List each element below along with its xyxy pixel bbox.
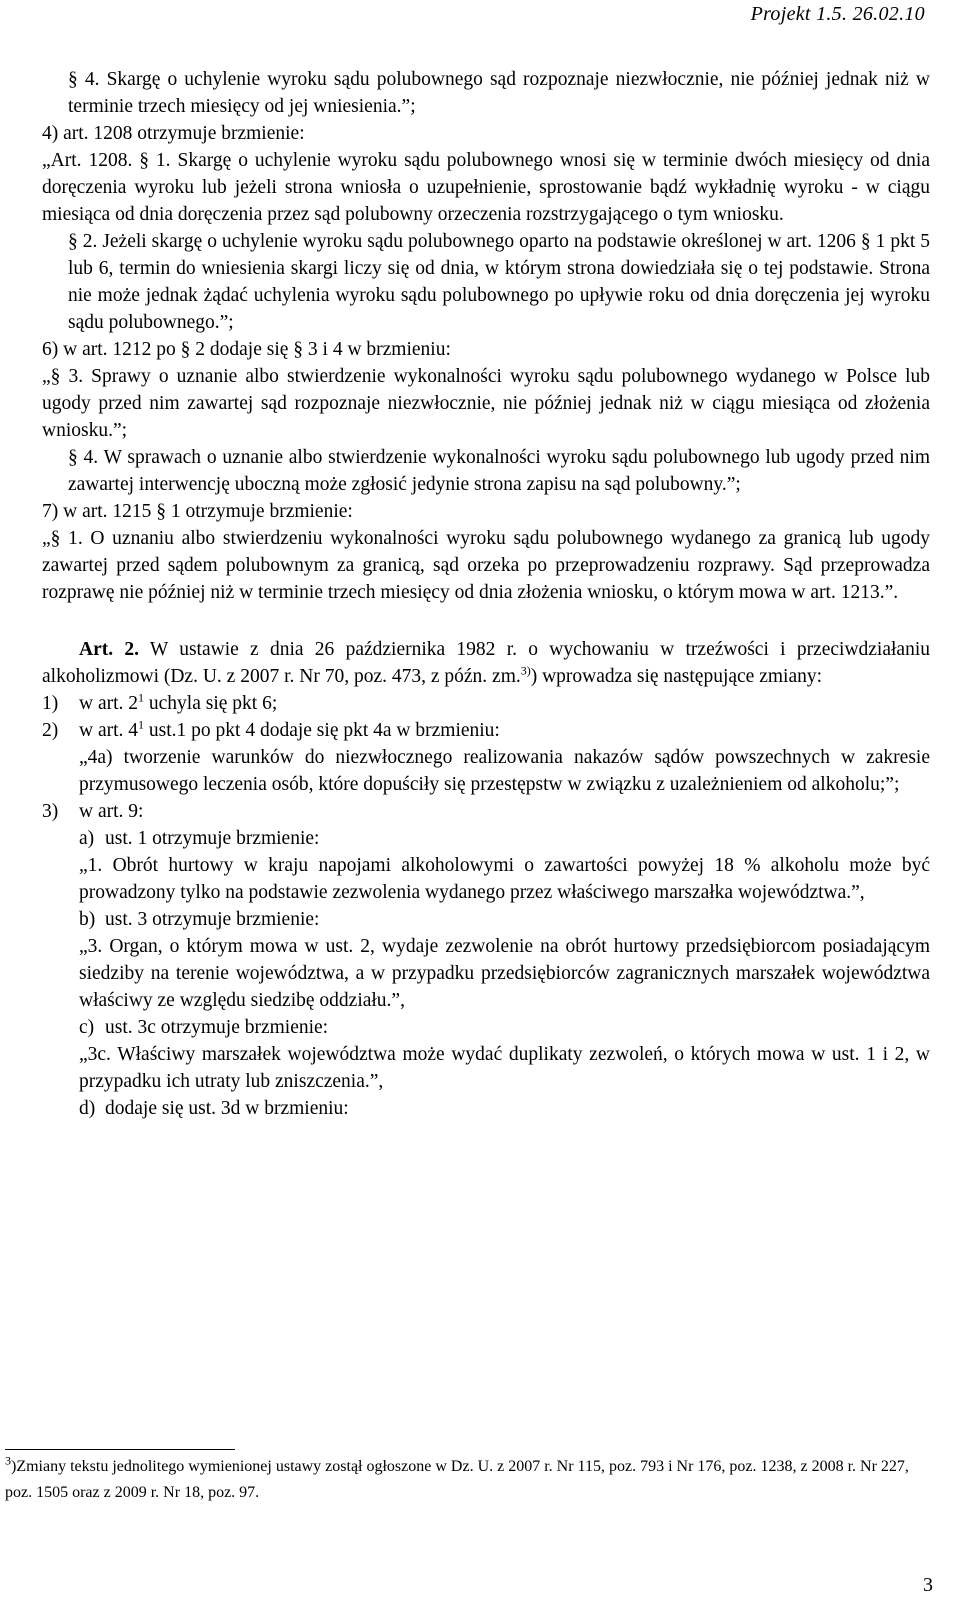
- paragraph: 7) w art. 1215 § 1 otrzymuje brzmienie:: [42, 501, 353, 522]
- paragraph: 4) art. 1208 otrzymuje brzmienie:: [42, 123, 305, 144]
- sub-list-item: b) ust. 3 otrzymuje brzmienie:: [79, 909, 320, 930]
- document-body: [42, 66, 930, 1122]
- sub-list-item: a) ust. 1 otrzymuje brzmienie:: [79, 828, 320, 849]
- article-label: Art. 2.: [79, 639, 139, 660]
- paragraph: „§ 3. Sprawy o uznanie albo stwierdzenie wykonalności wyroku sądu polubownego wydanego w Polsce lub ugody przed nim zawartej sąd rozpoznaje niezwłocznie, nie później jednak niż w ciągu miesiąca od złożenia wniosku.”;: [42, 366, 930, 441]
- paragraph: § 2. Jeżeli skargę o uchylenie wyroku sądu polubownego oparto na podstawie określonej w art. 1206 § 1 pkt 5 lub 6, termin do wniesienia skargi liczy się od dnia, w którym strona dowiedziała się o tej podstawie. Strona nie może jednak żądać uchylenia wyroku sądu polubownego po upływie roku od dnia doręczenia jej wyroku sądu polubownego.”;: [68, 231, 930, 333]
- paragraph: § 4. Skargę o uchylenie wyroku sądu polubownego sąd rozpoznaje niezwłocznie, nie później jednak niż w terminie trzech miesięcy od jej wniesienia.”;: [68, 69, 930, 117]
- sub-list-item: d) dodaje się ust. 3d w brzmieniu:: [79, 1098, 349, 1119]
- paragraph: „§ 1. O uznaniu albo stwierdzeniu wykonalności wyroku sądu polubownego wydanego za granicą lub ugody zawartej przed sądem polubownym za granicą, sąd orzeka po przeprowadzeniu rozprawy. Sąd przeprowadza rozprawę nie później niż w terminie trzech miesięcy od dnia złożenia wniosku, o którym mowa w art. 1213.”.: [42, 528, 930, 603]
- quoted-text: „3. Organ, o którym mowa w ust. 2, wydaje zezwolenie na obrót hurtowy przedsiębiorcom posiadającym siedziby na terenie województwa, a w przypadku przedsiębiorców zagranicznych marszałek województwa właściwy ze względu siedzibę oddziału.”,: [79, 936, 930, 1011]
- paragraph: § 4. W sprawach o uznanie albo stwierdzenie wykonalności wyroku sądu polubownego lub ugody przed nim zawartej interwencję uboczną może zgłosić jedynie strona zapisu na sąd polubowny.”;: [68, 447, 930, 495]
- document-header: Projekt 1.5. 26.02.10: [750, 3, 925, 25]
- article-2-intro: Art. 2. W ustawie z dnia 26 października 1982 r. o wychowaniu w trzeźwości i przeciwdziałaniu alkoholizmowi (Dz. U. z 2007 r. Nr 70, poz. 473, z późn. zm.$^{3)}$) wprowadza się następujące zmiany:: [42, 639, 930, 687]
- footnote-ref: 3): [520, 663, 531, 678]
- list-item: 1) w art. $2^1$ uchyla się pkt 6;: [42, 690, 278, 714]
- sub-list-item: c) ust. 3c otrzymuje brzmienie:: [79, 1017, 329, 1038]
- quoted-text: „3c. Właściwy marszałek województwa może wydać duplikaty zezwoleń, o których mowa w ust. 1 i 2, w przypadku ich utraty lub zniszczenia.”,: [79, 1044, 930, 1092]
- page-number: 3: [923, 1574, 933, 1596]
- list-item: 2) w art. $4^1$ ust.1 po pkt 4 dodaje się pkt 4a w brzmieniu:: [42, 717, 500, 741]
- list-item: 3) w art. 9:: [42, 801, 144, 822]
- paragraph: 6) w art. 1212 po § 2 dodaje się § 3 i 4 w brzmieniu:: [42, 339, 451, 360]
- paragraph: „Art. 1208. § 1. Skargę o uchylenie wyroku sądu polubownego wnosi się w terminie dwóch miesięcy od dnia doręczenia wyroku lub jeżeli strona wniosła o uzupełnienie, sprostowanie bądź wykładnię wyroku - w ciągu miesiąca od dnia doręczenia przez sąd polubowny orzeczenia rozstrzygającego o tym wniosku.: [42, 150, 930, 225]
- footnote-divider: [5, 1449, 235, 1450]
- quoted-text: „4a) tworzenie warunków do niezwłocznego realizowania nakazów sądów powszechnych w zakresie przymusowego leczenia osób, które dopuściły się przestępstw w związku z uzależnieniem od alkoholu;”;: [79, 747, 930, 795]
- quoted-text: „1. Obrót hurtowy w kraju napojami alkoholowymi o zawartości powyżej 18 % alkoholu może być prowadzony tylko na podstawie zezwolenia wydanego przez właściwego marszałka województwa.”,: [79, 855, 930, 903]
- footnote: $^3$)Zmiany tekstu jednolitego wymienionej ustawy zostął ogłoszone w Dz. U. z 2007 r. Nr 115, poz. 793 i Nr 176, poz. 1238, z 2008 r. Nr 227, poz. 1505 oraz z 2009 r. Nr 18, poz. 97.: [5, 1453, 909, 1501]
